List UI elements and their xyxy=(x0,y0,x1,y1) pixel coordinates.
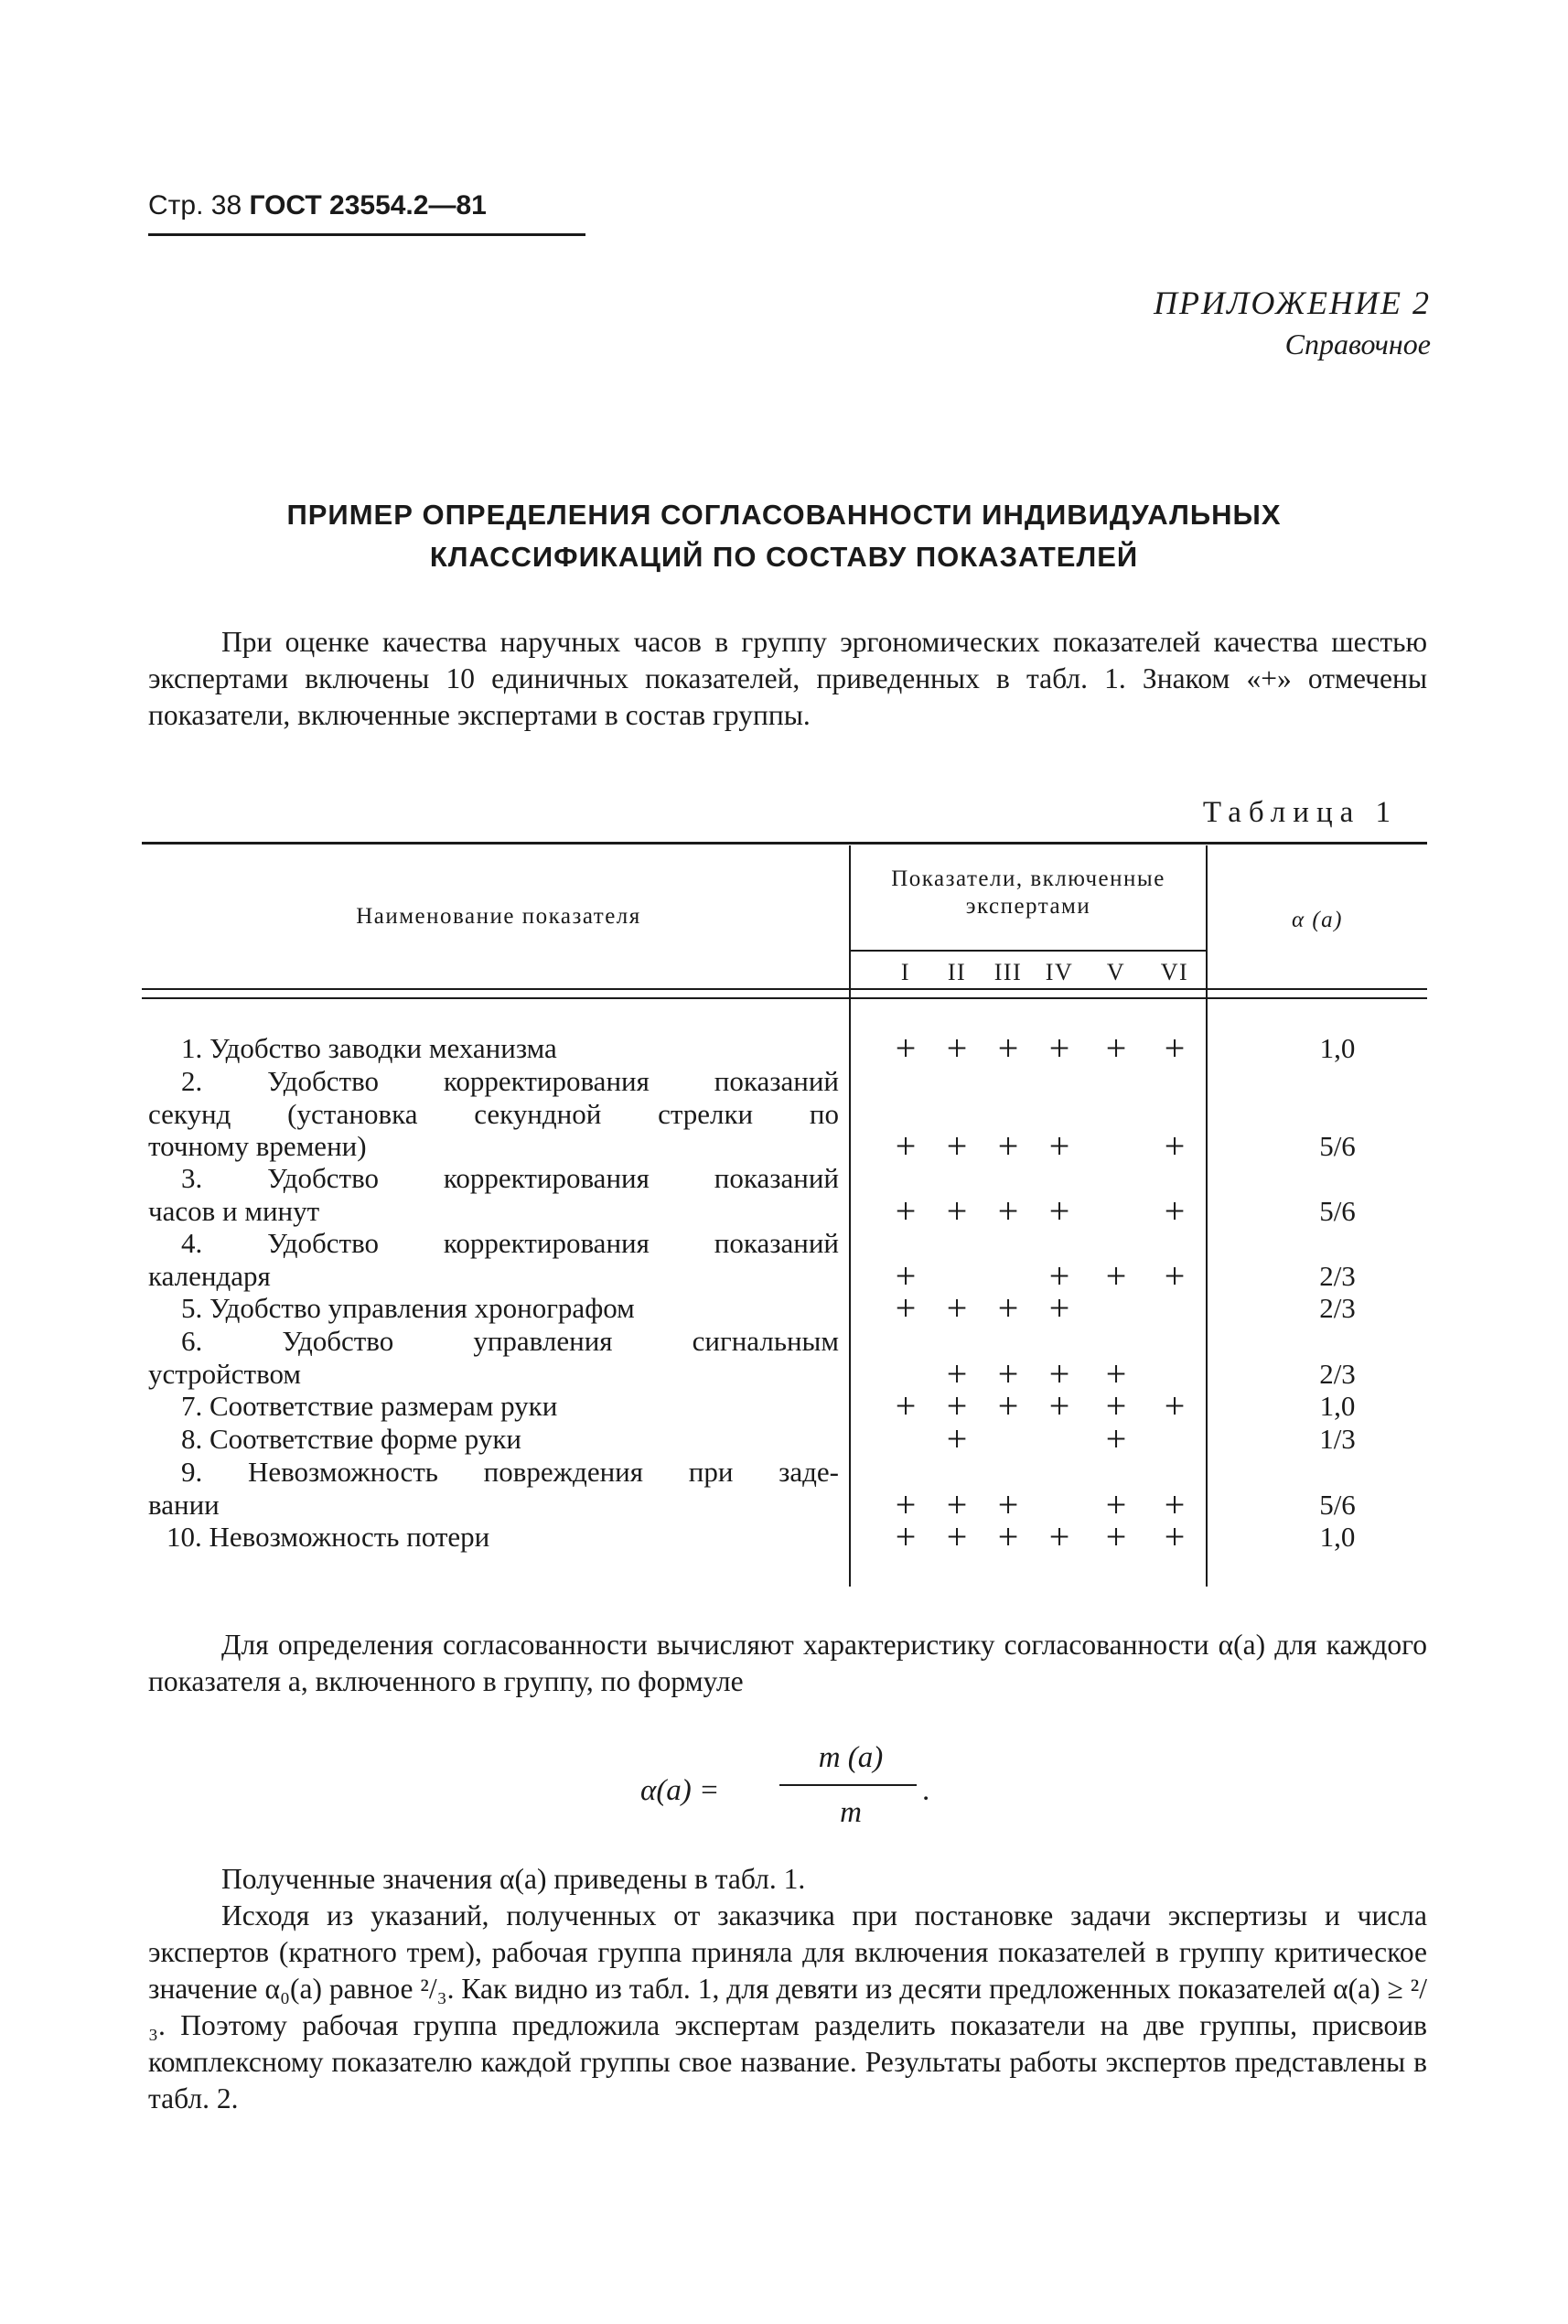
plus-mark: + xyxy=(895,1483,917,1525)
formula-denominator: m xyxy=(840,1796,862,1829)
indicator-name-line: 1. Удобство заводки механизма xyxy=(181,1032,557,1064)
indicator-name-line: секунд (установка секундной стрелки по xyxy=(148,1097,839,1130)
plus-mark: + xyxy=(1048,1352,1070,1394)
indicator-name xyxy=(148,1456,839,1521)
plus-mark: + xyxy=(946,1352,968,1394)
gost-number: ГОСТ 23554.2—81 xyxy=(249,190,487,221)
para3-text: Полученные значения α(а) приведены в табл. 1. xyxy=(221,1863,806,1895)
indicator-name xyxy=(148,1292,839,1325)
plus-mark: + xyxy=(1164,1189,1186,1232)
alpha-value: 2/3 xyxy=(1319,1292,1356,1324)
appendix-label: ПРИЛОЖЕНИЕ 2 xyxy=(1154,285,1431,321)
plus-mark: + xyxy=(1048,1287,1070,1329)
alpha-value: 1,0 xyxy=(1319,1390,1356,1422)
indicator-name-line: устройством xyxy=(148,1357,302,1390)
indicator-name-line: 4. Удобство корректирования показаний xyxy=(181,1227,839,1259)
indicator-name-line: часов и минут xyxy=(148,1194,320,1227)
formula-numerator: m (а) xyxy=(818,1741,884,1774)
plus-mark: + xyxy=(997,1287,1019,1329)
plus-mark: + xyxy=(895,1385,917,1426)
table-caption: Таблица 1 xyxy=(1202,796,1398,829)
plus-mark: + xyxy=(895,1254,917,1296)
plus-mark: + xyxy=(1048,1189,1070,1232)
plus-mark: + xyxy=(997,1189,1019,1232)
plus-mark: + xyxy=(946,1418,968,1459)
col-header-experts-l1: Показатели, включенные xyxy=(891,866,1165,891)
expert-col-6: VI xyxy=(1160,959,1189,985)
alpha-value: 1,0 xyxy=(1319,1521,1356,1553)
plus-mark: + xyxy=(1048,1254,1070,1296)
title-line-1: ПРИМЕР ОПРЕДЕЛЕНИЯ СОГЛАСОВАННОСТИ ИНДИВИДУАЛЬНЫХ xyxy=(286,499,1282,531)
col-header-experts-l2: экспертами xyxy=(965,894,1091,919)
expert-col-4: IV xyxy=(1045,959,1074,985)
plus-mark: + xyxy=(1164,1483,1186,1525)
plus-mark: + xyxy=(1105,1418,1127,1459)
expert-col-2: II xyxy=(947,959,967,985)
indicator-name-line: 3. Удобство корректирования показаний xyxy=(181,1162,839,1194)
alpha-value: 5/6 xyxy=(1319,1130,1356,1162)
indicator-name xyxy=(148,1423,839,1456)
plus-mark: + xyxy=(946,1287,968,1329)
formula-period: . xyxy=(922,1774,930,1807)
plus-mark: + xyxy=(997,1483,1019,1525)
plus-mark: + xyxy=(997,1385,1019,1426)
plus-mark: + xyxy=(946,1028,968,1069)
plus-mark: + xyxy=(1048,1516,1070,1557)
alpha-value: 2/3 xyxy=(1319,1259,1356,1292)
col-header-name: Наименование показателя xyxy=(356,904,641,929)
plus-mark: + xyxy=(1048,1125,1070,1167)
indicator-name-line: 9. Невозможность повреждения при заде- xyxy=(181,1456,839,1488)
indicator-name xyxy=(148,1390,839,1423)
alpha-value: 1/3 xyxy=(1319,1423,1356,1455)
intro-text: При оценке качества наручных часов в группу эргономических показателей качества шестью экспертами включены 10 единичных показателей, приведенных в табл. 1. Знаком «+» отмечены показатели, включенные экспертами в состав группы. xyxy=(148,626,1427,731)
plus-mark: + xyxy=(1105,1385,1127,1426)
plus-mark: + xyxy=(1048,1385,1070,1426)
plus-mark: + xyxy=(1164,1254,1186,1296)
plus-mark: + xyxy=(997,1516,1019,1557)
plus-mark: + xyxy=(1105,1028,1127,1069)
plus-mark: + xyxy=(997,1352,1019,1394)
appendix-type: Справочное xyxy=(1284,328,1431,360)
alpha-value: 1,0 xyxy=(1319,1032,1356,1064)
plus-mark: + xyxy=(1105,1352,1127,1394)
plus-mark: + xyxy=(1164,1516,1186,1557)
plus-mark: + xyxy=(895,1125,917,1167)
formula-intro-paragraph xyxy=(148,1627,1427,1700)
plus-mark: + xyxy=(997,1125,1019,1167)
para4-text: Исходя из указаний, полученных от заказчика при постановке задачи экспертизы и числа экспертов (кратного трем), рабочая группа приняла для включения показателей в группу критическое значение α₀(а) равное ²/₃. Как видно из табл. 1, для девяти из десяти предложенных показателей α(а) ≥ ²/₃. Поэтому рабочая группа предложила экспертам разделить показатели на две группы, присвоив комплексному показателю каждой группы свое название. Результаты работы экспертов представлены в табл. 2. xyxy=(148,1899,1427,2114)
plus-mark: + xyxy=(946,1516,968,1557)
plus-mark: + xyxy=(1164,1125,1186,1167)
formula-fraction-bar xyxy=(779,1784,917,1786)
indicator-name-line: точному времени) xyxy=(148,1130,367,1162)
plus-mark: + xyxy=(1105,1254,1127,1296)
indicator-name-line: 2. Удобство корректирования показаний xyxy=(181,1065,839,1097)
indicator-name-line: 10. Невозможность потери xyxy=(166,1521,490,1553)
expert-col-1: I xyxy=(900,959,911,985)
plus-mark: + xyxy=(1105,1516,1127,1557)
plus-mark: + xyxy=(895,1516,917,1557)
indicator-name-line: 8. Соответствие форме руки xyxy=(181,1423,521,1455)
alpha-formula xyxy=(640,1743,951,1844)
indicator-name xyxy=(148,1032,839,1065)
indicator-name-line: 7. Соответствие размерам руки xyxy=(181,1390,558,1422)
indicator-name-line: 6. Удобство управления сигнальным xyxy=(181,1325,839,1357)
plus-mark: + xyxy=(895,1287,917,1329)
para2-text: Для определения согласованности вычисляют характеристику согласованности α(а) для каждого показателя а, включенного в группу, по формуле xyxy=(148,1629,1427,1697)
results-paragraph xyxy=(148,1861,1427,2117)
formula-lhs: α(а) = xyxy=(640,1774,720,1807)
indicator-name-line: 5. Удобство управления хронографом xyxy=(181,1292,635,1324)
alpha-value: 2/3 xyxy=(1319,1357,1356,1390)
expert-col-5: V xyxy=(1106,959,1126,985)
page-number: Стр. 38 xyxy=(148,190,242,221)
alpha-value: 5/6 xyxy=(1319,1194,1356,1227)
indicator-name xyxy=(148,1065,839,1163)
indicator-name xyxy=(148,1227,839,1292)
plus-mark: + xyxy=(895,1028,917,1069)
plus-mark: + xyxy=(895,1189,917,1232)
plus-mark: + xyxy=(946,1385,968,1426)
col-header-alpha: α (а) xyxy=(1291,908,1344,932)
plus-mark: + xyxy=(1164,1028,1186,1069)
expert-col-3: III xyxy=(993,959,1023,985)
indicator-name xyxy=(148,1325,839,1390)
plus-mark: + xyxy=(1105,1483,1127,1525)
plus-mark: + xyxy=(946,1483,968,1525)
plus-mark: + xyxy=(1048,1028,1070,1069)
indicator-name-line: календаря xyxy=(148,1259,271,1292)
plus-mark: + xyxy=(946,1125,968,1167)
indicator-name xyxy=(148,1162,839,1227)
plus-mark: + xyxy=(1164,1385,1186,1426)
plus-mark: + xyxy=(946,1189,968,1232)
indicator-name xyxy=(148,1521,839,1554)
alpha-value: 5/6 xyxy=(1319,1488,1356,1521)
title-line-2: КЛАССИФИКАЦИЙ ПО СОСТАВУ ПОКАЗАТЕЛЕЙ xyxy=(429,541,1139,573)
indicator-name-line: вании xyxy=(148,1488,220,1521)
plus-mark: + xyxy=(997,1028,1019,1069)
